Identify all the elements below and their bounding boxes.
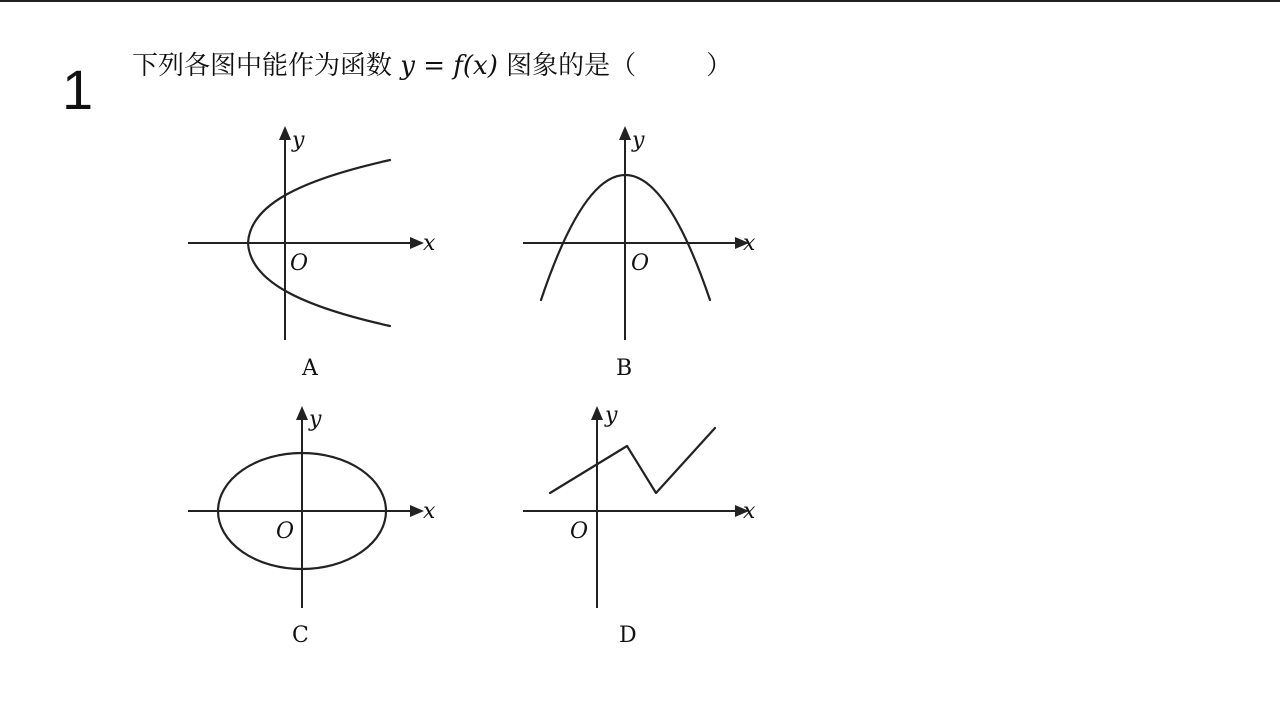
figure-caption: C (292, 623, 309, 648)
figure-d (515, 398, 795, 658)
stem-text-close: ） (706, 51, 733, 81)
figure-caption: D (619, 623, 637, 648)
y-axis-label: y (309, 407, 322, 432)
x-axis-arrow-icon (410, 505, 424, 517)
top-divider (0, 0, 1280, 2)
y-axis-label: y (292, 128, 305, 153)
y-axis-arrow-icon (279, 126, 291, 140)
y-axis-arrow-icon (296, 406, 308, 420)
x-axis-label: x (423, 499, 436, 524)
figure-a (180, 120, 460, 390)
x-axis-label: x (423, 231, 436, 256)
y-axis-label: y (632, 128, 645, 153)
x-axis-arrow-icon (410, 237, 424, 249)
figure-b (515, 120, 795, 390)
figure-caption: A (302, 356, 318, 381)
question-stem (132, 48, 732, 84)
y-axis-arrow-icon (619, 126, 631, 140)
origin-label: O (290, 251, 309, 276)
figure-caption: B (616, 356, 633, 381)
stem-text-before: 下列各图中能作为函数 (132, 51, 393, 81)
curve-d (550, 428, 715, 493)
y-axis-arrow-icon (591, 406, 603, 420)
origin-label: O (631, 251, 650, 276)
x-axis-label: x (743, 231, 756, 256)
x-axis-label: x (743, 499, 756, 524)
question-number: 1 (62, 58, 94, 121)
stem-math: y = f(x) (400, 51, 498, 81)
y-axis-label: y (605, 403, 618, 428)
figure-c (180, 398, 460, 658)
origin-label: O (276, 519, 295, 544)
origin-label: O (570, 519, 589, 544)
stem-text-after: 图象的是（ (506, 51, 637, 81)
